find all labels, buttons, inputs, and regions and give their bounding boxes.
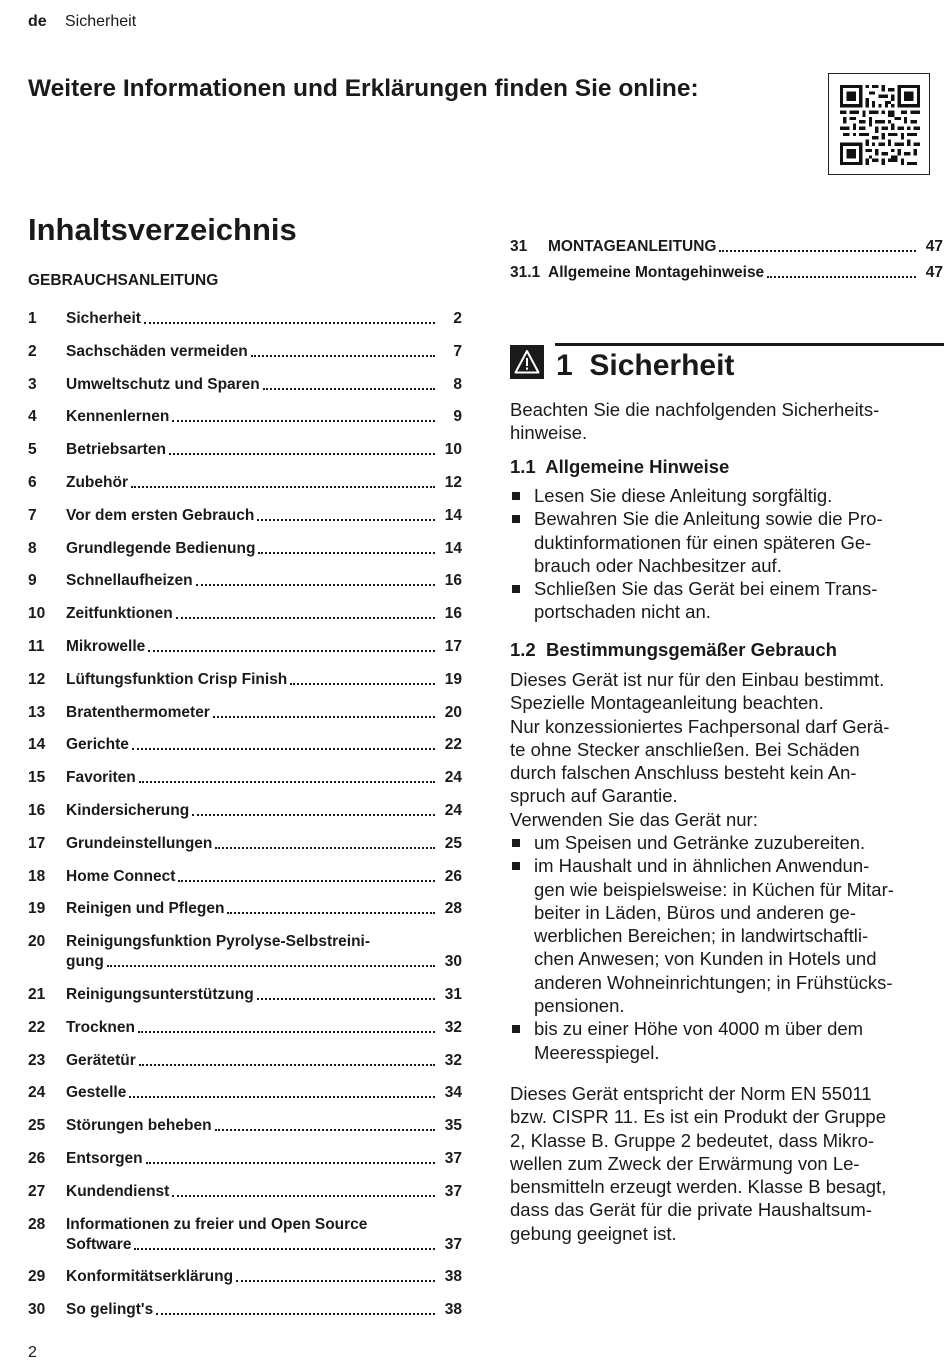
toc-entry-title: Favoriten [66,769,136,787]
toc-leader-dots [257,997,435,1000]
toc-entry-number: 3 [28,375,37,393]
section-title: 1 Sicherheit [556,349,735,382]
toc-entry-title: Gestelle [66,1084,127,1102]
toc-leader-dots [169,452,435,455]
toc-entry[interactable] [28,868,462,890]
toc-entry-page: 24 [444,802,462,819]
toc-entry-number: 24 [28,1084,46,1102]
section-rule [555,343,944,346]
toc-leader-dots [263,387,435,390]
toc-entry[interactable] [28,1150,462,1172]
toc-leader-dots [213,715,435,718]
toc-entry-number: 27 [28,1182,46,1200]
toc-entry-title: Lüftungsfunktion Crisp Finish [66,670,288,688]
toc-leader-dots [144,321,435,324]
toc-entry-number: 28 [28,1215,46,1233]
toc-entry[interactable] [28,671,462,693]
toc-entry[interactable] [28,933,462,975]
toc-entry-number: 1 [28,310,37,327]
list-item [510,484,944,507]
toc-entry-number: 5 [28,441,37,459]
toc-entry[interactable] [28,769,462,791]
list-item [510,854,944,1017]
list-item [510,831,944,854]
toc-entry-number: 25 [28,1117,46,1135]
toc-entry[interactable] [28,900,462,922]
toc-entry-number: 23 [28,1051,46,1069]
toc-entry-title: Mikrowelle [66,638,146,655]
header-section: Sicherheit [65,13,137,30]
toc-entry-title: Allgemeine Montagehinweise [548,264,765,281]
toc-entry-number: 8 [28,539,37,557]
toc-entry-page: 16 [444,572,462,590]
online-heading: Weitere Informationen und Erklärungen finden Sie online: [28,75,699,102]
toc-entry-title: Grundlegende Bedienung [66,539,256,557]
toc-leader-dots [156,1312,435,1315]
toc-entry-number: 12 [28,670,46,688]
toc-entry-page: 32 [444,1051,462,1069]
toc-entry-title: Gerätetür [66,1051,136,1069]
toc-entry[interactable] [28,802,462,824]
toc-entry[interactable] [28,1117,462,1139]
toc-entry-page: 38 [444,1268,462,1286]
toc-entry[interactable] [28,310,462,332]
toc-leader-dots [146,1161,435,1164]
toc-entry-title: Vor dem ersten Gebrauch [66,506,255,524]
qr-code-icon [840,85,920,165]
toc-entry-title: Kindersicherung [66,802,190,819]
toc-entry[interactable] [28,605,462,627]
toc-leader-dots [139,1063,435,1066]
toc-entry[interactable] [28,704,462,726]
toc-entry[interactable] [28,1019,462,1041]
toc-entry-title: Bratenthermometer [66,703,210,721]
intended-use-text: Dieses Gerät ist nur für den Einbau bestimmt. Spezielle Montageanleitung beachten. Nur konzessioniertes Fachpersonal darf Gerä- te ohne Stecker anschließen. Bei Schäden durch falschen Anschluss besteht kein An- spruch auf Garantie. Verwenden Sie das Gerät nur: [510,669,890,830]
toc-leader-dots [138,1030,435,1033]
norm-text: Dieses Gerät entspricht der Norm EN 55011 bzw. CISPR 11. Es ist ein Produkt der Gruppe 2, Klasse B. Gruppe 2 bedeutet, dass Mikro- wellen zum Zweck der Erwärmung von Le- bensmitteln erzeugt werden. Klasse B besagt, dass das Gerät für die private Haushaltsum- gebung geeignet ist. [510,1083,887,1244]
toc-entry[interactable] [28,835,462,857]
toc-entry[interactable] [28,376,462,398]
toc-entry[interactable] [28,1052,462,1074]
square-bullet-icon [512,862,520,870]
toc-entry-page: 17 [444,638,462,655]
toc-entry-number: 6 [28,474,37,491]
toc-leader-dots [132,747,435,750]
list-item [510,507,944,577]
list-item-text: im Haushalt und in ähnlichen Anwendun- gen wie beispielsweise: in Küchen für Mitar- beiter in Läden, Büros und anderen ge- werblichen Bereichen; in landwirtschaftli- chen Anwesen; von Kunden in Hotels und anderen Wohneinrichtungen; in Frühstücks- pensionen. [534,855,894,1017]
toc-entry-number: 19 [28,900,46,918]
toc-entry-title: Reinigen und Pflegen [66,900,225,918]
toc-entry-page: 8 [453,375,462,393]
toc-entry[interactable] [28,540,462,562]
toc-entry-title: Gerichte [66,736,129,754]
square-bullet-icon [512,839,520,847]
toc-leader-dots [131,485,435,488]
toc-entry[interactable] [28,1084,462,1106]
toc-entry-title: Zubehör [66,474,128,491]
toc-entry-number: 11 [28,638,45,655]
toc-leader-dots [251,354,435,357]
toc-entry[interactable] [28,638,462,660]
toc-entry-page: 2 [453,310,462,327]
toc-entry-page: 32 [444,1018,462,1036]
toc-leader-dots [172,419,435,422]
toc-entry[interactable] [28,736,462,758]
toc-leader-dots [290,682,435,685]
toc-entry-page: 9 [453,408,462,426]
language-code: de [28,13,47,30]
toc-entry-page: 16 [444,605,462,623]
toc-entry-page: 37 [444,1150,462,1167]
toc-entry-title: MONTAGEANLEITUNG [548,238,717,255]
toc-leader-dots [178,879,435,882]
toc-entry-page: 24 [444,769,462,787]
page-number: 2 [28,1344,37,1361]
toc-entry-page: 22 [444,736,462,754]
list-item-text: Bewahren Sie die Anleitung sowie die Pro- duktinformationen für einen späteren Ge- brauch oder Nachbesitzer auf. [534,508,883,576]
toc-entry-title: Trocknen [66,1018,135,1036]
toc-entry-number: 20 [28,933,46,951]
square-bullet-icon [512,515,520,523]
list-item-text: bis zu einer Höhe von 4000 m über dem Meeresspiegel. [534,1018,864,1063]
toc-entry[interactable] [510,264,943,286]
toc-entry-title: So gelingt's [66,1301,154,1319]
toc-entry-page: 14 [444,539,462,557]
toc-entry-title: Schnellaufheizen [66,572,193,590]
toc-entry-page: 20 [444,703,462,721]
toc-entry-title: Home Connect [66,867,176,885]
toc-entry-page: 14 [444,506,462,524]
toc-entry-title: Reinigungsunterstützung [66,986,254,1003]
warning-box [510,345,544,379]
toc-entry[interactable] [28,986,462,1008]
toc-entry-page: 47 [925,264,943,281]
toc-entry-number: 9 [28,572,37,590]
toc-entry-number: 21 [28,986,46,1003]
toc-leader-dots [258,551,435,554]
toc-leader-dots [719,249,916,252]
warning-triangle-icon [514,349,540,375]
toc-entry-page: 37 [444,1182,462,1200]
toc-entry-number: 26 [28,1150,46,1167]
toc-entry-number: 16 [28,802,46,819]
toc-entry-page: 38 [444,1301,462,1319]
toc-leader-dots [148,649,435,652]
toc-entry-page: 10 [444,441,462,459]
safety-intro: Beachten Sie die nachfolgenden Sicherheits- hinweise. [510,399,880,444]
toc-entry[interactable] [510,238,943,260]
list-item-text: Schließen Sie das Gerät bei einem Trans- portschaden nicht an. [534,578,878,623]
toc-entry-title: Umweltschutz und Sparen [66,375,260,393]
toc-entry-number: 22 [28,1018,46,1036]
toc-leader-dots [215,846,435,849]
toc-entry-number: 13 [28,703,46,721]
toc-leader-dots [236,1279,435,1282]
toc-leader-dots [172,1194,435,1197]
toc-entry-number: 29 [28,1268,46,1286]
toc-entry-number: 15 [28,769,46,787]
toc-entry-page: 25 [444,834,462,852]
intended-use-list [510,831,944,1064]
toc-entry-title-line1: Reinigungsfunktion Pyrolyse-Selbstreini- [66,933,371,951]
toc-entry-number: 10 [28,605,46,623]
toc-entry-title-line1: Informationen zu freier und Open Source [66,1215,368,1233]
toc-leader-dots [215,1128,435,1131]
toc-subtitle: GEBRAUCHSANLEITUNG [28,272,219,289]
toc-leader-dots [767,275,916,278]
toc-entry[interactable] [28,441,462,463]
toc-entry-number: 31 [510,238,528,255]
square-bullet-icon [512,585,520,593]
toc-entry-page: 26 [444,867,462,885]
toc-entry-page: 35 [444,1117,462,1135]
toc-entry-number: 7 [28,506,37,524]
qr-code[interactable] [828,73,930,175]
general-notes-list [510,484,944,624]
toc-entry[interactable] [28,572,462,594]
toc-entry-title: Kennenlernen [66,408,170,426]
toc-entry-title: Sachschäden vermeiden [66,342,248,360]
toc-title: Inhaltsverzeichnis [28,212,297,247]
toc-entry-number: 31.1 [510,264,541,281]
toc-leader-dots [107,964,435,967]
list-item [510,1017,944,1064]
toc-leader-dots [134,1247,435,1250]
toc-entry-page: 7 [453,342,462,360]
toc-entry[interactable] [28,1183,462,1205]
toc-entry-title: Kundendienst [66,1182,170,1200]
toc-entry-title: Störungen beheben [66,1117,212,1135]
toc-entry[interactable] [28,1216,462,1258]
list-item-text: Lesen Sie diese Anleitung sorgfältig. [534,485,833,506]
toc-entry-page: 31 [444,986,462,1003]
toc-entry-number: 30 [28,1301,46,1319]
toc-entry-title: Software [66,1235,132,1253]
toc-entry-title: Zeitfunktionen [66,605,173,623]
toc-entry-title: gung [66,953,104,971]
toc-leader-dots [139,780,435,783]
toc-entry-title: Sicherheit [66,310,141,327]
toc-entry[interactable] [28,507,462,529]
toc-entry[interactable] [28,1268,462,1290]
subsection-title-intended-use: 1.2 Bestimmungsgemäßer Gebrauch [510,639,837,660]
toc-entry[interactable] [28,1301,462,1323]
toc-entry-title: Grundeinstellungen [66,834,213,852]
toc-entry-number: 4 [28,408,37,426]
toc-leader-dots [129,1095,435,1098]
toc-entry-page: 37 [444,1235,462,1253]
toc-entry-number: 14 [28,736,46,754]
toc-entry-page: 47 [925,238,943,255]
toc-leader-dots [196,583,435,586]
square-bullet-icon [512,1025,520,1033]
toc-entry-title: Entsorgen [66,1150,143,1167]
toc-entry[interactable] [28,343,462,365]
toc-entry-page: 30 [444,953,462,971]
list-item [510,577,944,624]
list-item-text: um Speisen und Getränke zuzubereiten. [534,832,866,853]
toc-leader-dots [227,911,435,914]
toc-leader-dots [257,518,435,521]
toc-entry-number: 18 [28,867,46,885]
square-bullet-icon [512,492,520,500]
toc-entry-page: 12 [444,474,462,491]
toc-entry-page: 34 [444,1084,462,1102]
toc-leader-dots [176,616,435,619]
toc-entry[interactable] [28,474,462,496]
toc-entry-page: 28 [444,900,462,918]
subsection-title-general: 1.1 Allgemeine Hinweise [510,456,730,477]
toc-entry-number: 2 [28,342,37,360]
toc-entry-title: Betriebsarten [66,441,166,459]
toc-entry[interactable] [28,408,462,430]
toc-entry-page: 19 [444,670,462,688]
toc-entry-title: Konformitätserklärung [66,1268,234,1286]
toc-entry-number: 17 [28,834,46,852]
toc-leader-dots [192,813,435,816]
